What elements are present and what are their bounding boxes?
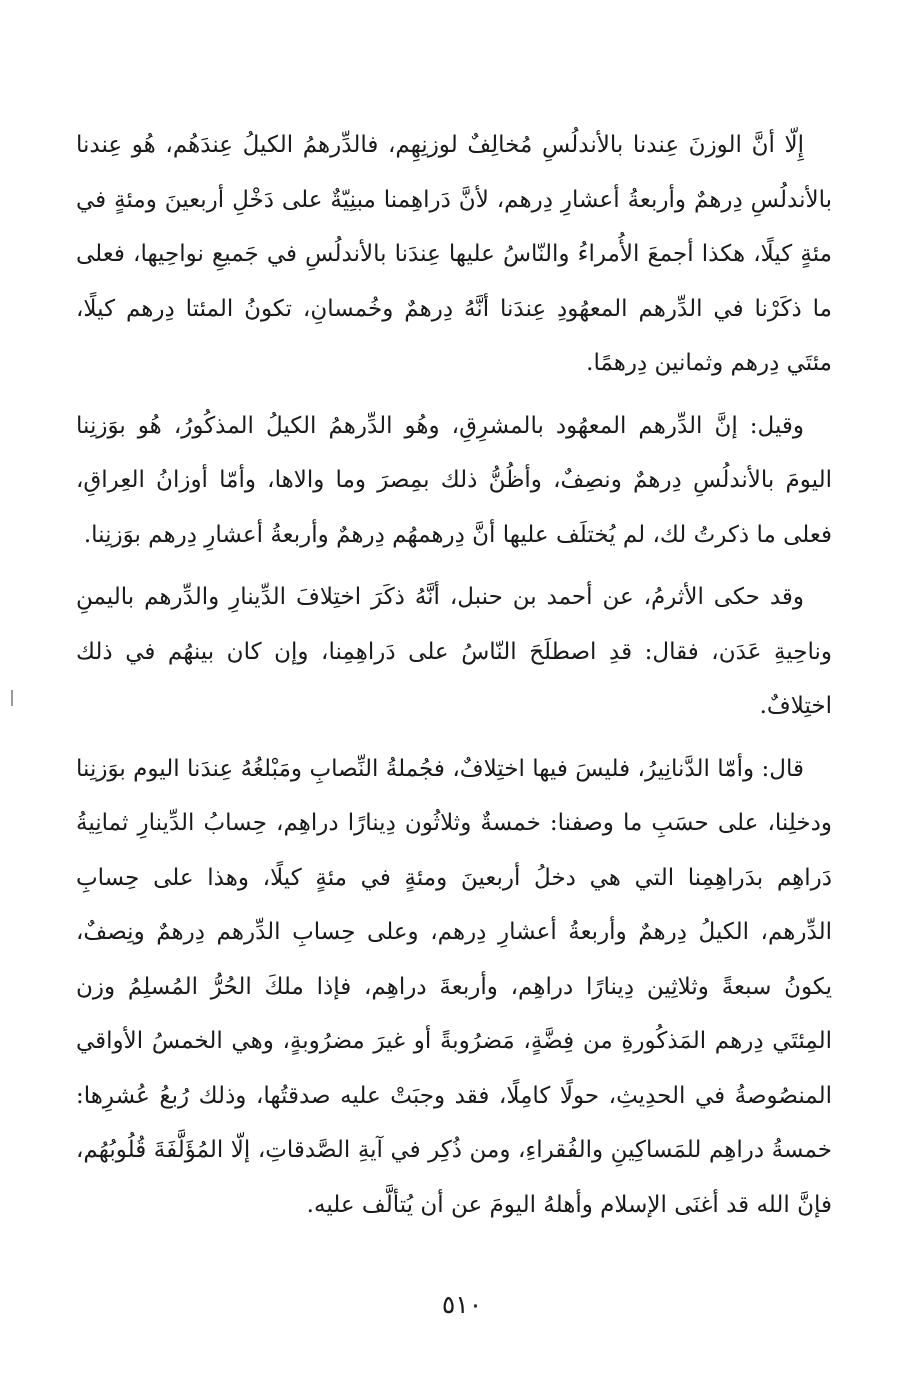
paragraph-3: وقد حكى الأثرمُ، عن أحمد بن حنبل، أنَّهُ ذكَرَ اختِلافَ الدِّينارِ والدِّرهم باليمنِ وناحِيةِ عَدَن، فقال: قدِ اصطلَحَ النّاسُ على دَراهِمِنا، وإن كان بينهُم في ذلك اختِلافٌ. bbox=[76, 584, 832, 719]
paragraph-4: قال: وأمّا الدَّنانِيرُ، فليسَ فيها اختِلافٌ، فجُملةُ النِّصابِ ومَبْلغُهُ عِندَنا اليوم بوَزنِنا ودخلِنا، على حسَبِ ما وصفنا: خمسةٌ وثلاثُون دِينارًا دراهِم، حِسابُ الدِّينارِ ثمانِيةُ دَراهِم بدَراهِمِنا التي هي دخلُ أربعينَ ومئةٍ في مئةٍ كيلًا، وهذا على حِسابِ الدِّرهم، الكيلُ دِرهمٌ وأربعةُ أعشارِ دِرهم، وعلى حِسابِ الدِّرهم دِرهمٌ ونِصفٌ، يكونُ سبعةً وثلاثِين دِينارًا دراهِم، وأربعةَ دراهِم، فإذا ملكَ الحُرُّ المُسلِمُ وزن المِئتَي دِرهم المَذكُورةِ من فِضَّةٍ، مَضرُوبةً أو غيرَ مضرُوبةٍ، وهي الخمسُ الأواقي المنصُوصةُ في الحدِيثِ، حولًا كامِلًا، فقد وجبَتْ عليه صدقتُها، وذلك رُبعُ عُشرِها: خمسةُ دراهِم للمَساكِينِ والفُقراءِ، ومن ذُكِر في آيةِ الصَّدقاتِ، إلّا المُؤَلَّفَةَ قُلُوبُهُم، فإنَّ الله قد أغنَى الإسلام وأهلهُ اليومَ عن أن يُتألَّف عليه. bbox=[76, 755, 832, 1218]
margin-mark bbox=[11, 690, 13, 706]
page-number: ٥١٠ bbox=[441, 1290, 483, 1319]
paragraph-1: إِلّا أنَّ الوزنَ عِندنا بالأندلُسِ مُخالِفٌ لوزنِهِم، فالدِّرهمُ الكيلُ عِندَهُم، هُو عِندنا بالأندلُسِ دِرهمٌ وأربعةُ أعشارِ دِرهم، لأنَّ دَراهِمنا مبنِيّةٌ على دَخْلِ أربعينَ ومئةٍ في مئةٍ كيلًا، هكذا أجمعَ الأُمراءُ والنّاسُ عليها عِندَنا بالأندلُسِ في جَميعِ نواحِيها، فعلى ما ذكَرْنا في الدِّرهم المعهُودِ عِندَنا أنَّهُ دِرهمٌ وخُمسانِ، تكونُ المئتا دِرهم كيلًا، مئتَي دِرهم وثمانين دِرهمًا. bbox=[76, 132, 832, 376]
body-text bbox=[76, 118, 832, 1240]
paragraph-2: وقيل: إنَّ الدِّرهم المعهُود بالمشرِقِ، وهُو الدِّرهمُ الكيلُ المذكُورُ، هُو بوَزنِنا اليومَ بالأندلُسِ دِرهمٌ ونصِفٌ، وأظُنُّ ذلك بمِصرَ وما والاها، وأمّا أوزانُ العِراقِ، فعلى ما ذكرتُ لك، لم يُختلَف عليها أنَّ دِرهمهُم دِرهمٌ وأربعةُ أعشارِ دِرهم بوَزنِنا. bbox=[76, 412, 832, 548]
